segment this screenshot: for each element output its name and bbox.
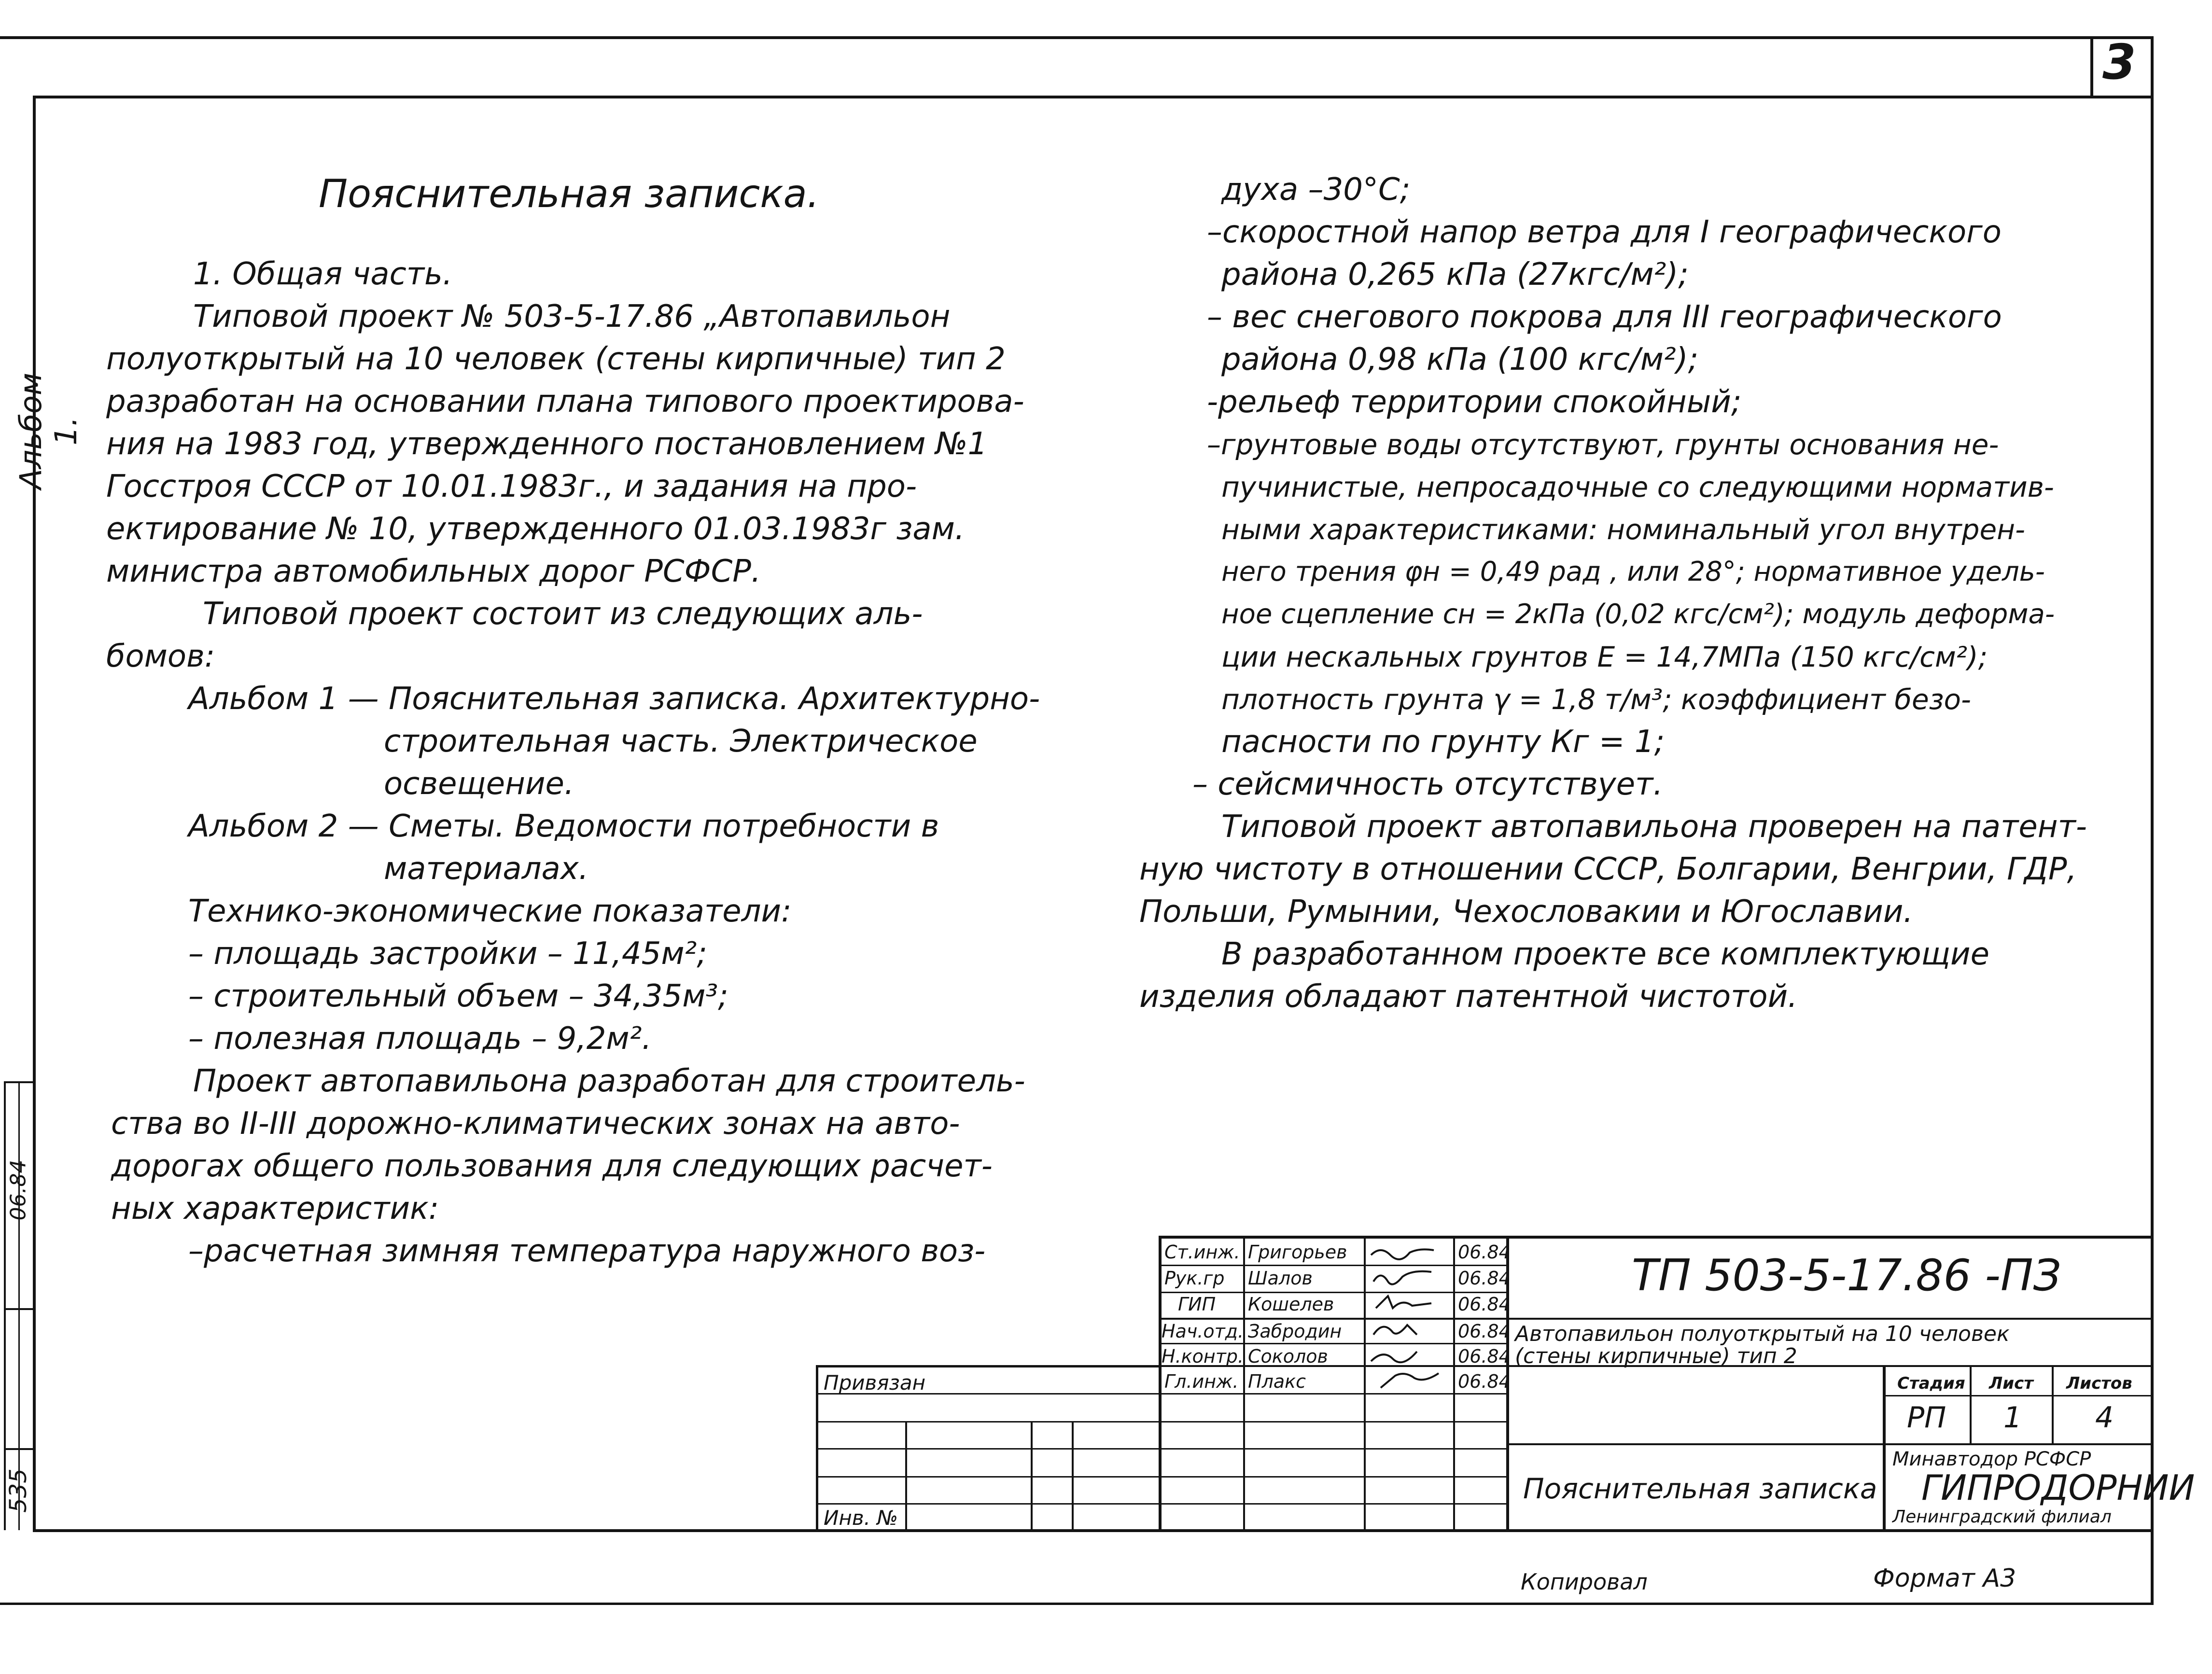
role-2: Рук.гр: [1164, 1268, 1225, 1289]
sheet-label: Лист: [1989, 1374, 2033, 1393]
right-line-6: -рельеф территории спокойный;: [1207, 384, 1742, 420]
name-1: Григорьев: [1248, 1242, 1347, 1263]
doc-title-line-2: (стены кирпичные) тип 2: [1515, 1344, 1797, 1368]
sheets-value: 4: [2095, 1401, 2114, 1435]
date-3: 06.84: [1458, 1294, 1511, 1315]
right-line-9: ными характеристиками: номинальный угол внутрен-: [1221, 513, 2025, 546]
top-border-line: [0, 36, 2153, 39]
right-line-20: изделия обладают патентной чистотой.: [1139, 979, 1798, 1015]
date-2: 06.84: [1458, 1268, 1511, 1289]
right-line-15: – сейсмичность отсутствует.: [1192, 767, 1663, 802]
role-3: ГИП: [1178, 1294, 1216, 1315]
date-6: 06.84: [1458, 1371, 1511, 1392]
left-line-21: ства во II-III дорожно-климатических зонах на авто-: [111, 1106, 960, 1142]
left-line-9: Типовой проект состоит из следующих аль-: [203, 596, 923, 632]
right-line-10: него трения φн = 0,49 рад , или 28°; нормативное удель-: [1221, 556, 2045, 587]
left-line-18: – строительный объем – 34,35м³;: [188, 978, 728, 1014]
inv-label: Инв. №: [824, 1506, 898, 1530]
sheet-name: Пояснительная записка: [1523, 1472, 1877, 1505]
date-1: 06.84: [1458, 1242, 1511, 1263]
format-label: Формат А3: [1873, 1564, 2016, 1593]
right-line-4: – вес снегового покрова для III географического: [1207, 299, 2002, 335]
role-1: Ст.инж.: [1164, 1242, 1240, 1263]
left-line-5: ния на 1983 год, утвержденного постановлением №1: [106, 426, 988, 462]
left-line-19: – полезная площадь – 9,2м².: [188, 1021, 652, 1057]
right-line-16: Типовой проект автопавильона проверен на патент-: [1221, 809, 2087, 845]
right-line-14: пасности по грунту Кг = 1;: [1221, 724, 1665, 760]
stage-value: РП: [1907, 1401, 1946, 1435]
left-line-16: Технико-экономические показатели:: [188, 893, 792, 929]
inner-top-line: [34, 96, 2153, 98]
left-line-11: Альбом 1 — Пояснительная записка. Архитектурно-: [188, 681, 1040, 717]
copied-label: Копировал: [1521, 1569, 1648, 1595]
org-line-3: Ленинградский филиал: [1892, 1507, 2112, 1527]
right-line-3: района 0,265 кПа (27кгс/м²);: [1221, 257, 1689, 293]
sheets-label: Листов: [2066, 1374, 2132, 1393]
side-stamp: [4, 1081, 33, 1530]
left-line-2: Типовой проект № 503-5-17.86 „Автопавильон: [193, 299, 951, 335]
left-line-3: полуоткрытый на 10 человек (стены кирпичные) тип 2: [106, 341, 1006, 377]
doc-title-line-1: Автопавильон полуоткрытый на 10 человек: [1515, 1322, 2010, 1346]
left-line-24: –расчетная зимняя температура наружного воз-: [188, 1233, 986, 1269]
left-line-6: Госстроя СССР от 10.01.1983г., и задания на про-: [106, 469, 917, 504]
left-line-23: ных характеристик:: [111, 1191, 439, 1227]
right-line-18: Польши, Румынии, Чехословакии и Югославии.: [1139, 894, 1913, 930]
right-line-8: пучинистые, непросадочные со следующими норматив-: [1221, 471, 2054, 503]
left-line-8: министра автомобильных дорог РСФСР.: [106, 554, 761, 589]
left-line-10: бомов:: [106, 639, 215, 674]
role-4: Нач.отд.: [1162, 1321, 1244, 1342]
right-line-1: духа –30°С;: [1221, 172, 1411, 208]
left-line-13: освещение.: [384, 766, 574, 802]
side-stamp-number: 535: [5, 1468, 32, 1513]
right-line-13: плотность грунта γ = 1,8 т/м³; коэффициент безо-: [1221, 683, 1971, 716]
left-line-1: 1. Общая часть.: [193, 256, 453, 292]
name-5: Соколов: [1248, 1346, 1328, 1367]
signatures-image: [1366, 1238, 1453, 1397]
doc-code: ТП 503-5-17.86 -ПЗ: [1632, 1250, 2061, 1301]
right-line-12: ции нескальных грунтов Е = 14,7МПа (150 кгс/см²);: [1221, 641, 1988, 673]
org-line-2: ГИПРОДОРНИИ: [1921, 1467, 2195, 1508]
left-line-15: материалах.: [384, 851, 588, 887]
right-line-19: В разработанном проекте все комплектующие: [1221, 936, 1989, 972]
sheet-value: 1: [2003, 1401, 2022, 1435]
date-4: 06.84: [1458, 1321, 1511, 1342]
bound-label: Привязан: [824, 1371, 926, 1395]
left-line-20: Проект автопавильона разработан для строитель-: [193, 1063, 1025, 1099]
right-line-7: –грунтовые воды отсутствуют, грунты основания не-: [1207, 428, 1999, 461]
right-line-11: ное сцепление сн = 2кПа (0,02 кгс/см²); модуль деформа-: [1221, 599, 2055, 630]
name-6: Плакс: [1248, 1371, 1306, 1392]
name-4: Забродин: [1248, 1321, 1342, 1342]
name-2: Шалов: [1248, 1268, 1313, 1289]
left-line-4: разработан на основании плана типового проектирова-: [106, 384, 1024, 419]
title-block: [816, 1236, 2195, 1531]
right-line-5: района 0,98 кПа (100 кгс/м²);: [1221, 342, 1699, 377]
right-line-2: –скоростной напор ветра для I географического: [1207, 214, 2002, 250]
role-6: Гл.инж.: [1164, 1371, 1239, 1392]
left-line-17: – площадь застройки – 11,45м²;: [188, 936, 707, 972]
name-3: Кошелев: [1248, 1294, 1334, 1315]
right-line-17: ную чистоту в отношении СССР, Болгарии, Венгрии, ГДР,: [1139, 851, 2077, 887]
inner-left-line: [33, 96, 36, 1532]
bottom-border-line: [0, 1603, 2153, 1605]
left-line-22: дорогах общего пользования для следующих расчет-: [111, 1148, 993, 1184]
org-line-1: Минавтодор РСФСР: [1892, 1448, 2091, 1470]
sheet-number: 3: [2102, 34, 2136, 90]
stage-label: Стадия: [1897, 1374, 1965, 1393]
left-line-12: строительная часть. Электрическое: [384, 724, 978, 759]
left-line-14: Альбом 2 — Сметы. Ведомости потребности в: [188, 809, 939, 844]
role-5: Н.контр.: [1162, 1346, 1244, 1367]
page-heading: Пояснительная записка.: [319, 171, 820, 216]
side-stamp-date: 06.84: [6, 1159, 31, 1221]
left-line-7: ектирование № 10, утвержденного 01.03.1983г зам.: [106, 511, 965, 547]
date-5: 06.84: [1458, 1346, 1511, 1367]
sheet-number-box-left: [2090, 36, 2093, 97]
side-album-label: Альбом 1.: [13, 373, 84, 489]
